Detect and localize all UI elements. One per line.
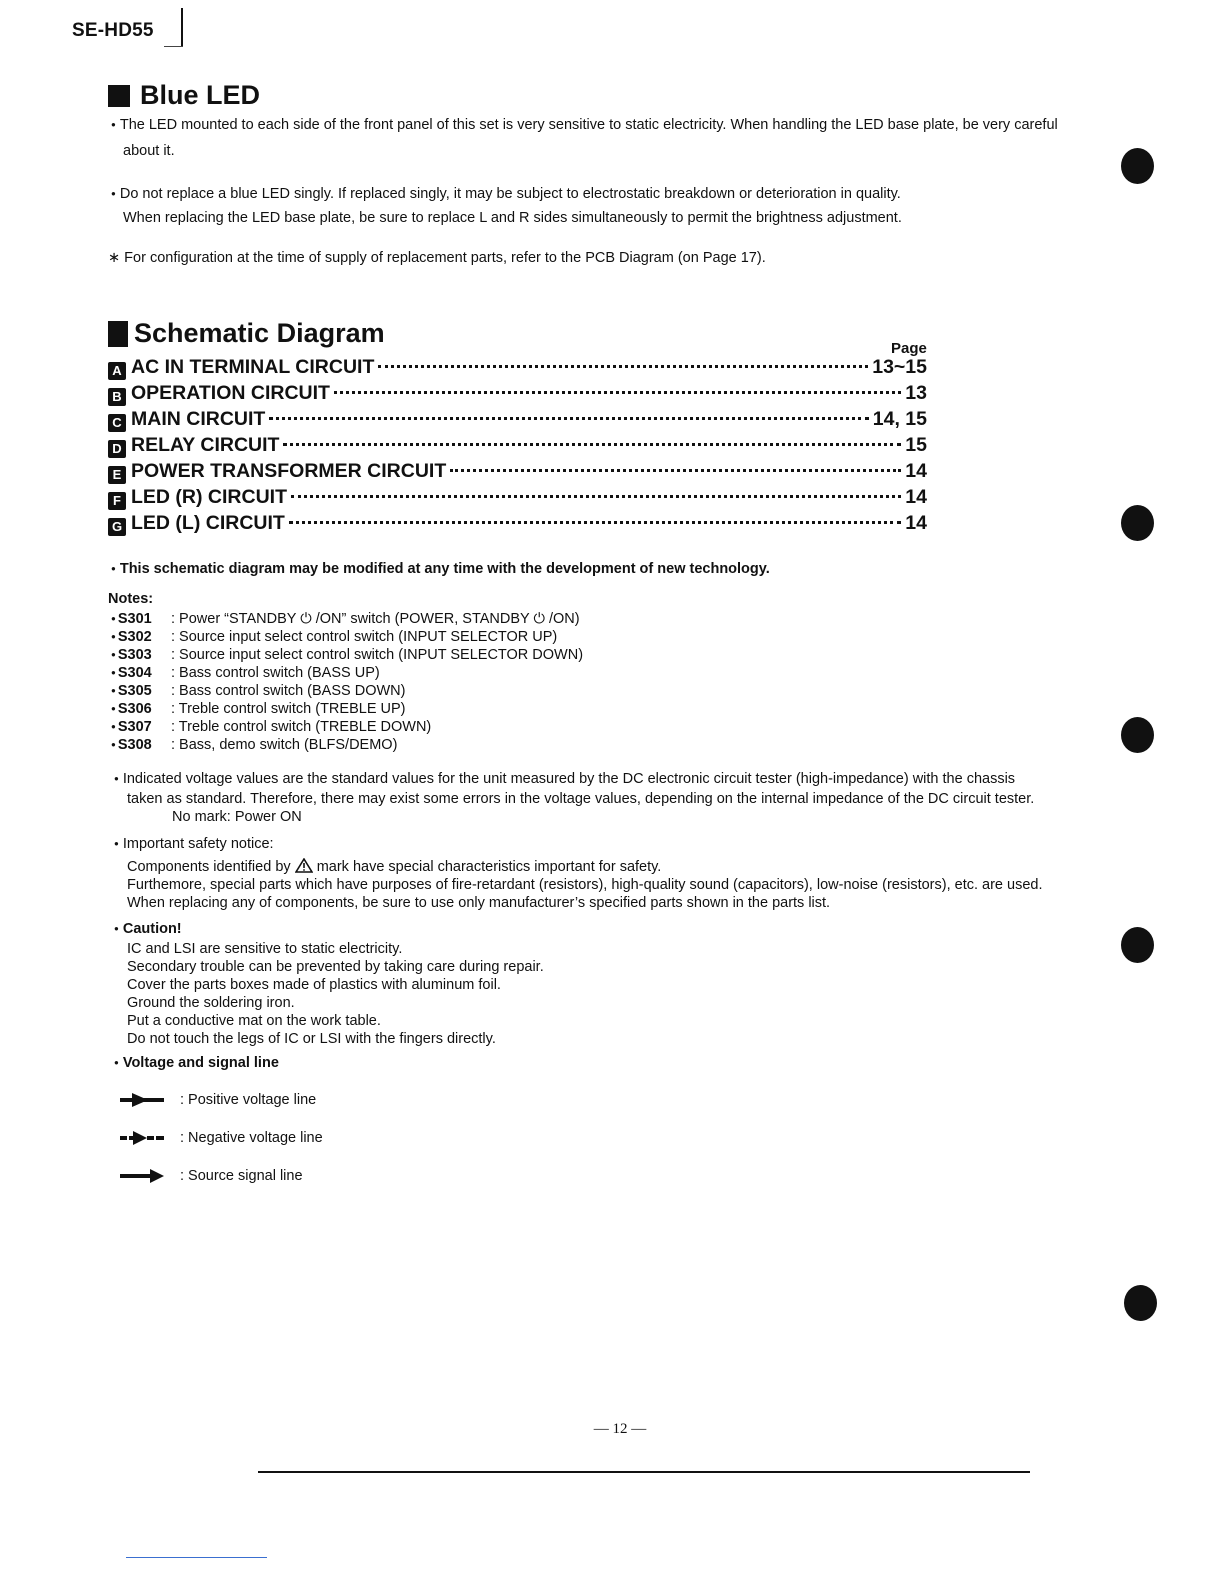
- switch-id: ● S301: [111, 610, 171, 630]
- switch-id: ● S308: [111, 736, 171, 756]
- safety-title: ● Important safety notice:: [114, 835, 1084, 855]
- toc-label: OPERATION CIRCUIT: [131, 382, 330, 404]
- switch-desc: : Bass control switch (BASS DOWN): [171, 683, 406, 699]
- caution-line: Ground the soldering iron.: [127, 995, 295, 1011]
- switch-desc: : Treble control switch (TREBLE UP): [171, 701, 406, 717]
- legend-positive: [118, 1092, 316, 1108]
- toc-label: MAIN CIRCUIT: [131, 408, 266, 430]
- toc-page: 14: [905, 486, 927, 508]
- voltage-note: [114, 770, 1074, 826]
- voltage-note-line-1: ● Indicated voltage values are the standard values for the unit measured by the DC electronic circuit tester (high-impedance) with the chassis: [114, 770, 1074, 790]
- schematic-title: Schematic Diagram: [134, 318, 385, 348]
- safety-line-2: Furthemore, special parts which have purposes of fire-retardant (resistors), high-quality sound (capacitors), low-noise (resistors), etc. are used.: [127, 877, 1043, 893]
- blue-led-title: Blue LED: [140, 80, 261, 110]
- model-number: SE-HD55: [72, 20, 154, 41]
- binder-hole-mark: [1124, 1285, 1157, 1321]
- blue-led-bullet-2-line-2: When replacing the LED base plate, be sure to replace L and R sides simultaneously to permit the brightness adjustment.: [123, 210, 902, 226]
- switch-id: ● S305: [111, 682, 171, 702]
- safety-notice: [114, 835, 1084, 912]
- footer-blue-rule: [126, 1557, 267, 1558]
- blue-led-heading: [108, 80, 260, 111]
- switch-id: ● S302: [111, 628, 171, 648]
- toc-leader-dots: [378, 365, 868, 368]
- warning-triangle-icon: [295, 858, 313, 873]
- legend-source: [118, 1168, 303, 1184]
- switch-desc: : Source input select control switch (INPUT SELECTOR DOWN): [171, 647, 584, 663]
- circuit-letter-badge: C: [108, 414, 126, 432]
- caution-line: Secondary trouble can be prevented by taking care during repair.: [127, 959, 544, 975]
- square-bullet-icon: [108, 85, 130, 107]
- voltage-note-line-2: taken as standard. Therefore, there may exist some errors in the voltage values, depending on the internal impedance of the DC circuit tester.: [127, 791, 1035, 807]
- toc-label: RELAY CIRCUIT: [131, 434, 280, 456]
- toc-row[interactable]: [108, 382, 927, 408]
- binder-hole-mark: [1121, 148, 1154, 184]
- toc-label: AC IN TERMINAL CIRCUIT: [131, 356, 375, 378]
- toc-row[interactable]: [108, 356, 927, 382]
- binder-hole-mark: [1121, 927, 1154, 963]
- caution-line: Cover the parts boxes made of plastics with aluminum foil.: [127, 977, 501, 993]
- caution-line: IC and LSI are sensitive to static electricity.: [127, 941, 403, 957]
- caution-notice: [114, 920, 914, 1048]
- switch-desc: : Bass, demo switch (BLFS/DEMO): [171, 737, 398, 753]
- header-divider: [181, 8, 183, 46]
- switch-note: [111, 700, 406, 720]
- footer-rule: [258, 1471, 1030, 1473]
- source-signal-arrow-icon: [118, 1168, 166, 1184]
- toc-row[interactable]: [108, 408, 927, 434]
- toc-row[interactable]: [108, 512, 927, 538]
- caution-title: ● Caution!: [114, 920, 914, 940]
- safety-line-1: [114, 858, 1084, 876]
- caution-line: Put a conductive mat on the work table.: [127, 1013, 381, 1029]
- pcb-reference-note: ∗ For configuration at the time of supply of replacement parts, refer to the PCB Diagram (on Page 17).: [108, 250, 766, 266]
- legend-negative: [118, 1130, 323, 1146]
- binder-hole-mark: [1121, 505, 1154, 541]
- toc-leader-dots: [289, 521, 901, 524]
- toc-label: LED (R) CIRCUIT: [131, 486, 287, 508]
- toc-leader-dots: [269, 417, 868, 420]
- toc-page: 13~15: [872, 356, 927, 378]
- switch-note: [111, 664, 380, 684]
- switch-note: [111, 736, 397, 756]
- toc-leader-dots: [450, 469, 901, 472]
- notes-title: Notes:: [108, 591, 154, 607]
- legend-source-label: : Source signal line: [180, 1168, 303, 1184]
- positive-voltage-arrow-icon: [118, 1092, 166, 1108]
- square-bullet-icon: [108, 321, 128, 347]
- switch-note: [111, 646, 583, 666]
- toc-page: 14, 15: [872, 408, 927, 430]
- toc-page: 14: [905, 460, 927, 482]
- caution-line: Do not touch the legs of IC or LSI with the fingers directly.: [127, 1031, 496, 1047]
- safety-line-3: When replacing any of components, be sure to use only manufacturer’s specified parts shown in the parts list.: [127, 895, 831, 911]
- blue-led-bullet-1: [111, 113, 1101, 163]
- toc-row[interactable]: [108, 434, 927, 460]
- switch-desc: : Power “STANDBY ⏻ /ON” switch (POWER, STANDBY ⏻ /ON): [171, 611, 580, 627]
- toc-page: 14: [905, 512, 927, 534]
- switch-id: ● S304: [111, 664, 171, 684]
- safety-line-1-post: mark have special characteristics important for safety.: [316, 859, 662, 875]
- blue-led-bullet-2-line-1: ● Do not replace a blue LED singly. If replaced singly, it may be subject to electrostatic breakdown or deterioration in quality.: [111, 183, 1101, 207]
- toc-row[interactable]: [108, 460, 927, 486]
- schematic-heading: [108, 318, 385, 349]
- circuit-letter-badge: B: [108, 388, 126, 406]
- switch-note: [111, 628, 557, 648]
- page-number: — 12 —: [593, 1421, 647, 1437]
- switch-note: [111, 682, 405, 702]
- signal-line-title: ● Voltage and signal line: [114, 1055, 279, 1071]
- blue-led-bullet-1-line-2: about it.: [123, 143, 175, 159]
- circuit-letter-badge: E: [108, 466, 126, 484]
- header-underline: [164, 46, 183, 47]
- switch-desc: : Treble control switch (TREBLE DOWN): [171, 719, 432, 735]
- circuit-letter-badge: G: [108, 518, 126, 536]
- toc-page: 15: [905, 434, 927, 456]
- switch-note: [111, 610, 580, 630]
- toc-page: 13: [905, 382, 927, 404]
- blue-led-bullet-1-line-1: ● The LED mounted to each side of the front panel of this set is very sensitive to static electricity. When handling the LED base plate, be very careful: [111, 113, 1101, 139]
- switch-desc: : Bass control switch (BASS UP): [171, 665, 380, 681]
- switch-id: ● S306: [111, 700, 171, 720]
- toc-row[interactable]: [108, 486, 927, 512]
- blue-led-bullet-2: [111, 183, 1101, 229]
- toc-leader-dots: [291, 495, 901, 498]
- switch-id: ● S303: [111, 646, 171, 666]
- legend-positive-label: : Positive voltage line: [180, 1092, 317, 1108]
- circuit-letter-badge: D: [108, 440, 126, 458]
- schematic-modify-note: ● This schematic diagram may be modified at any time with the development of new technology.: [111, 561, 770, 577]
- circuit-letter-badge: A: [108, 362, 126, 380]
- toc-label: POWER TRANSFORMER CIRCUIT: [131, 460, 447, 482]
- safety-line-1-pre: Components identified by: [127, 859, 291, 875]
- toc-label: LED (L) CIRCUIT: [131, 512, 285, 534]
- legend-negative-label: : Negative voltage line: [180, 1130, 323, 1146]
- toc-page-label: Page: [891, 340, 927, 357]
- toc-leader-dots: [283, 443, 901, 446]
- switch-note: [111, 718, 431, 738]
- negative-voltage-arrow-icon: [118, 1130, 166, 1146]
- voltage-note-line-3: No mark: Power ON: [172, 809, 302, 825]
- circuit-letter-badge: F: [108, 492, 126, 510]
- switch-id: ● S307: [111, 718, 171, 738]
- switch-desc: : Source input select control switch (INPUT SELECTOR UP): [171, 629, 558, 645]
- binder-hole-mark: [1121, 717, 1154, 753]
- toc-leader-dots: [334, 391, 901, 394]
